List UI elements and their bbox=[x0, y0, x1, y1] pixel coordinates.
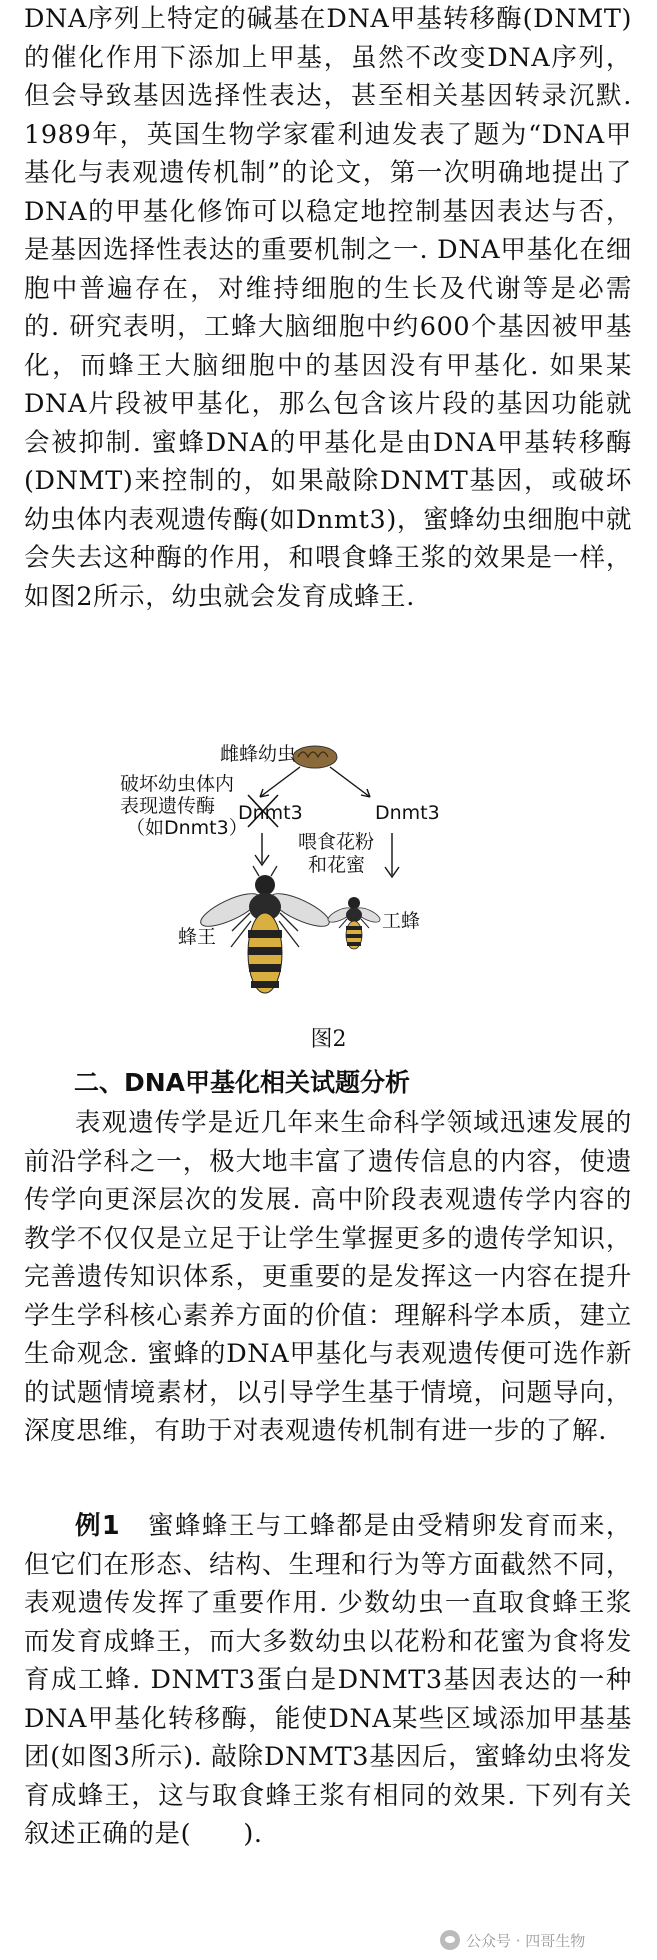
left-note-line2: 表现遗传酶 bbox=[120, 795, 216, 817]
left-note-line3: （如Dnmt3） bbox=[126, 817, 248, 839]
feed-note-line1: 喂食花粉 bbox=[298, 831, 375, 853]
feed-note-line2: 和花蜜 bbox=[308, 854, 366, 876]
example-text: 蜜蜂蜂王与工蜂都是由受精卵发育而来，但它们在形态、结构、生理和行为等方面截然不同，表观遗传发挥了重要作用. 少数幼虫一直取食蜂王浆而发育成蜂王，而大多数幼虫以花粉和花蜜为食将发育成工蜂. DNMT3蛋白是DNMT3基因表达的一种DNA甲基化转移酶，能使DNA某些区域添加甲基基团(如图3所示). 敲除DNMT3基因后，蜜蜂幼虫将发育成蜂王，这与取食蜂王浆有相同的效果. 下列有关叙述正确的是( ). bbox=[24, 1511, 632, 1849]
larva-label: 雌蜂幼虫 bbox=[220, 743, 297, 765]
queen-bee-illustration bbox=[197, 866, 333, 993]
example-paragraph bbox=[24, 1507, 632, 1854]
section-paragraph: 表观遗传学是近几年来生命科学领域迅速发展的前沿学科之一，极大地丰富了遗传信息的内容，使遗传学向更深层次的发展. 高中阶段表观遗传学内容的教学不仅仅是立足于让学生掌握更多的遗传学知识，完善遗传知识体系，更重要的是发挥这一内容在提升学生学科核心素养方面的价值：理解科学本质，建立生命观念. 蜜蜂的DNA甲基化与表观遗传便可选作新的试题情境素材，以引导学生基于情境，问题导向，深度思维，有助于对表观遗传机制有进一步的了解. bbox=[24, 1108, 632, 1446]
right-gene-label: Dnmt3 bbox=[375, 802, 440, 824]
example-label: 例1 bbox=[75, 1511, 121, 1541]
crossed-gene-label: Dnmt3 bbox=[238, 802, 303, 824]
left-note-line1: 破坏幼虫体内 bbox=[120, 773, 235, 795]
queen-label: 蜂王 bbox=[178, 926, 217, 948]
watermark-text: 公众号 · 四哥生物 bbox=[466, 1931, 586, 1950]
worker-bee-illustration bbox=[326, 897, 382, 949]
figure-caption: 图2 bbox=[310, 1027, 347, 1052]
intro-paragraph: DNA序列上特定的碱基在DNA甲基转移酶(DNMT)的催化作用下添加上甲基，虽然不改变DNA序列，但会导致基因选择性表达，甚至相关基因转录沉默. 1989年，英国生物学家霍利迪发表了题为“DNA甲基化与表观遗传机制”的论文，第一次明确地提出了DNA的甲基化修饰可以稳定地控制基因表达与否，是基因选择性表达的重要机制之一. DNA甲基化在细胞中普遍存在，对维持细胞的生长及代谢等是必需的. 研究表明，工蜂大脑细胞中约600个基因被甲基化，而蜂王大脑细胞中的基因没有甲基化. 如果某DNA片段被甲基化，那么包含该片段的基因功能就会被抑制. 蜜蜂DNA的甲基化是由DNA甲基转移酶(DNMT)来控制的，如果敲除DNMT基因，或破坏幼虫体内表观遗传酶(如Dnmt3)，蜜蜂幼虫细胞中就会失去这种酶的作用，和喂食蜂王浆的效果是一样，如图2所示，幼虫就会发育成蜂王. bbox=[24, 4, 632, 612]
branch-arrows bbox=[260, 767, 370, 797]
section-heading: 二、DNA甲基化相关试题分析 bbox=[74, 1068, 411, 1097]
figure-2-diagram bbox=[120, 735, 520, 1015]
wechat-icon bbox=[440, 1930, 460, 1950]
worker-label: 工蜂 bbox=[382, 910, 421, 932]
larva-illustration bbox=[293, 746, 337, 768]
watermark bbox=[440, 1926, 652, 1954]
